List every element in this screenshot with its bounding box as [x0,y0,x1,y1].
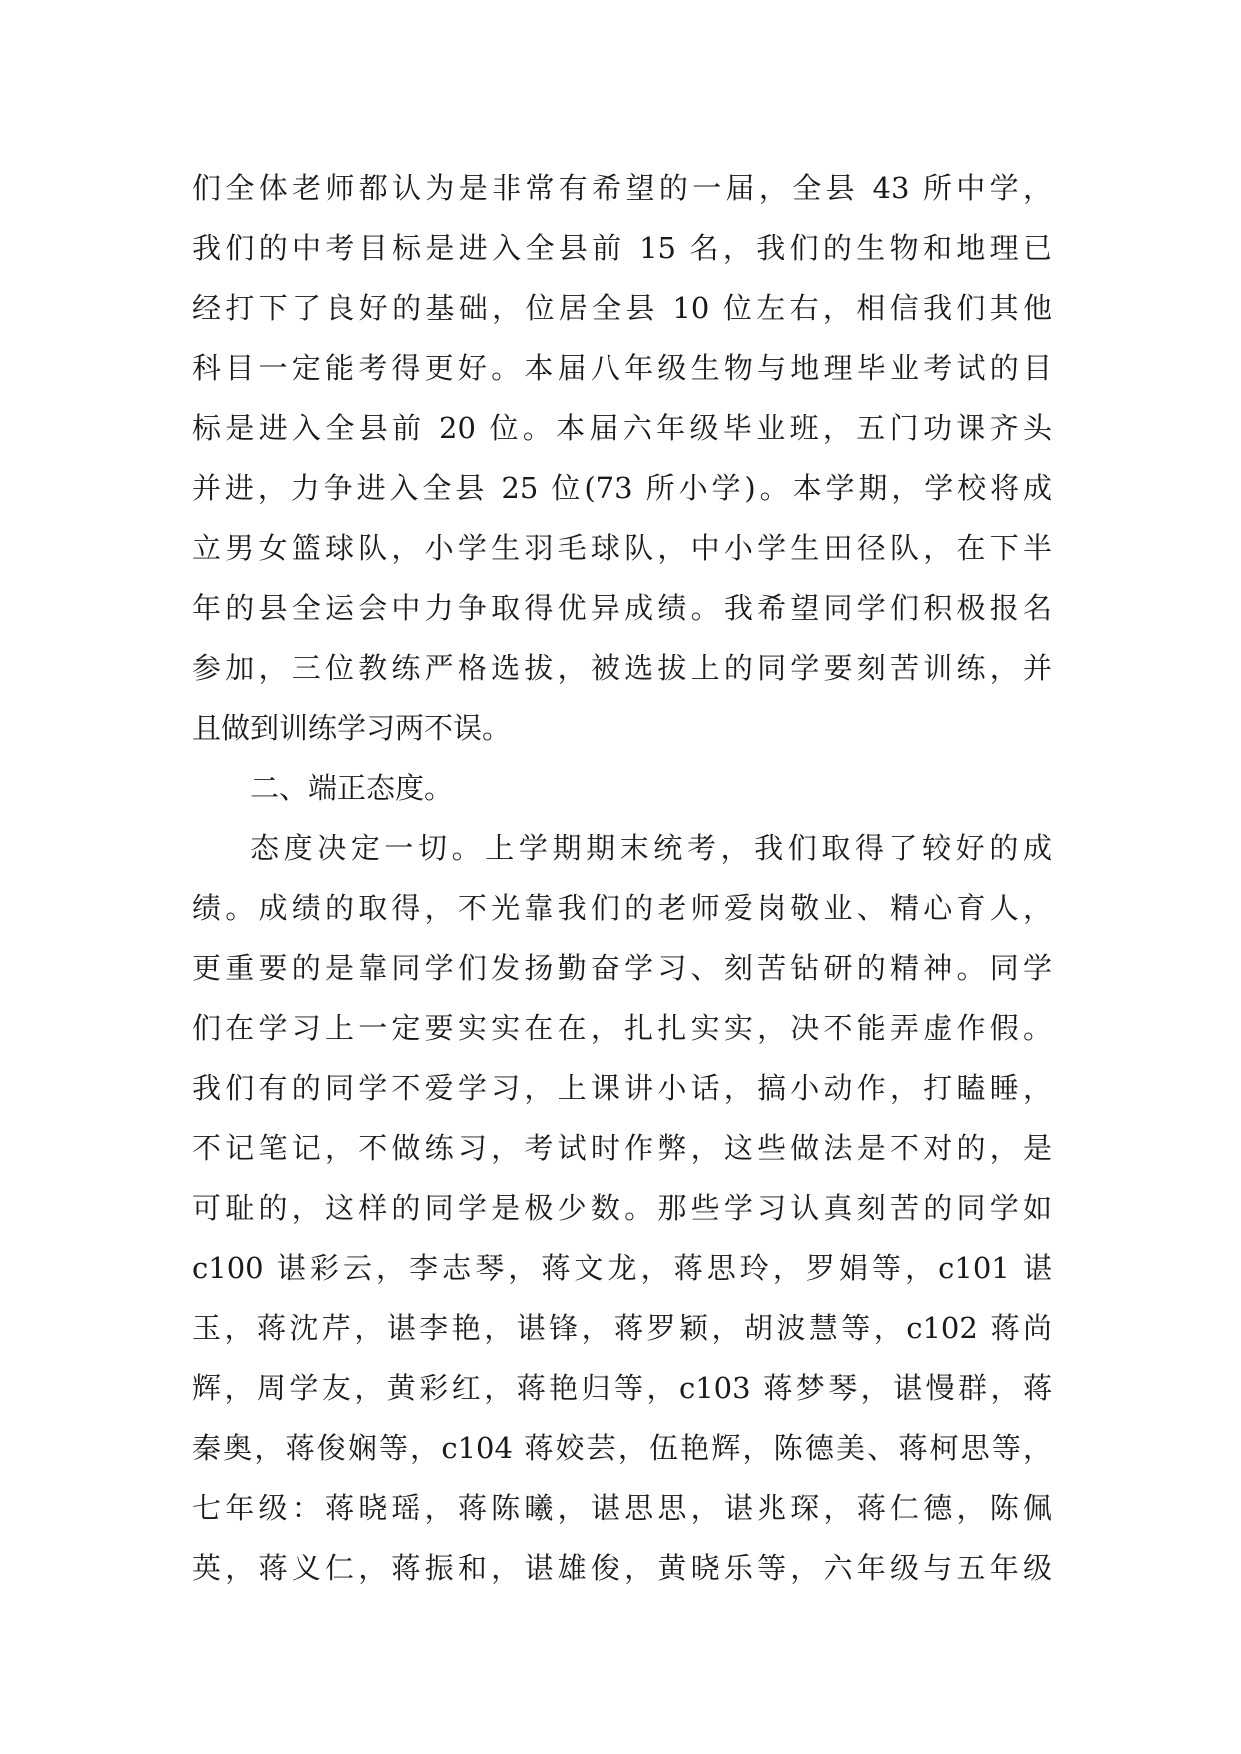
paragraph-first-line: 二、端正态度。 [250,771,454,805]
text-line: 绩。成绩的取得，不光靠我们的老师爱岗敬业、精心育人， [192,891,1052,925]
text-line: c100 谌彩云，李志琴，蒋文龙，蒋思玲，罗娟等，c101 谌 [192,1251,1052,1285]
text-line: 们在学习上一定要实实在在，扎扎实实，决不能弄虚作假。 [192,1011,1052,1045]
paragraph-first-line: 态度决定一切。上学期期末统考，我们取得了较好的成 [250,831,1052,865]
text-line: 们全体老师都认为是非常有希望的一届，全县 43 所中学， [192,171,1052,205]
text-line: 我们的中考目标是进入全县前 15 名，我们的生物和地理已 [192,231,1052,265]
text-line: 且做到训练学习两不误。 [192,711,512,745]
text-line: 标是进入全县前 20 位。本届六年级毕业班，五门功课齐头 [192,411,1052,445]
text-line: 科目一定能考得更好。本届八年级生物与地理毕业考试的目 [192,351,1052,385]
text-line: 秦奥，蒋俊娴等，c104 蒋姣芸，伍艳辉，陈德美、蒋柯思等， [192,1431,1052,1465]
text-line: 七年级：蒋晓瑶，蒋陈曦，谌思思，谌兆琛，蒋仁德，陈佩 [192,1491,1052,1525]
text-line: 英，蒋义仁，蒋振和，谌雄俊，黄晓乐等，六年级与五年级 [192,1551,1052,1585]
text-line: 参加，三位教练严格选拔，被选拔上的同学要刻苦训练，并 [192,651,1052,685]
text-line: 我们有的同学不爱学习，上课讲小话，搞小动作，打瞌睡， [192,1071,1052,1105]
body-text [192,158,1052,1598]
text-line: 可耻的，这样的同学是极少数。那些学习认真刻苦的同学如 [192,1191,1052,1225]
text-line: 更重要的是靠同学们发扬勤奋学习、刻苦钻研的精神。同学 [192,951,1052,985]
text-line: 辉，周学友，黄彩红，蒋艳归等，c103 蒋梦琴，谌慢群，蒋 [192,1371,1052,1405]
text-line: 玉，蒋沈芹，谌李艳，谌锋，蒋罗颖，胡波慧等，c102 蒋尚 [192,1311,1052,1345]
text-line: 经打下了良好的基础，位居全县 10 位左右，相信我们其他 [192,291,1052,325]
text-line: 不记笔记，不做练习，考试时作弊，这些做法是不对的，是 [192,1131,1052,1165]
text-line: 年的县全运会中力争取得优异成绩。我希望同学们积极报名 [192,591,1052,625]
text-line: 立男女篮球队，小学生羽毛球队，中小学生田径队，在下半 [192,531,1052,565]
text-line: 并进，力争进入全县 25 位(73 所小学)。本学期，学校将成 [192,471,1052,505]
